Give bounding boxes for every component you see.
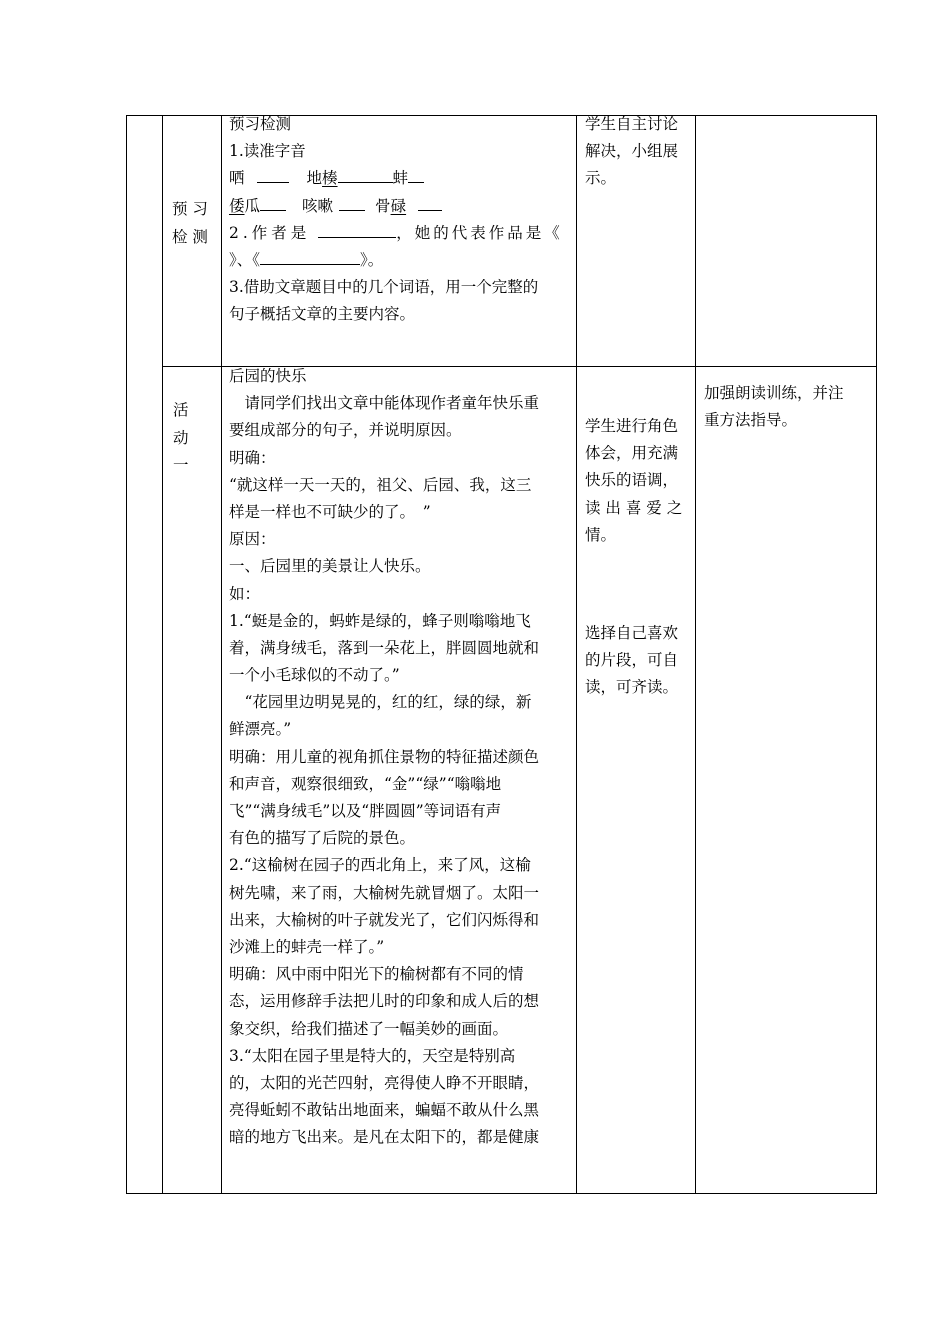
question-3-line: 句子概括文章的主要内容。 bbox=[229, 305, 416, 324]
table-border-right bbox=[876, 115, 877, 1194]
activity-content-line: 2.“这榆树在园子的西北角上，来了风，这榆 bbox=[229, 856, 531, 875]
question-3-line: 3.借助文章题目中的几个词语，用一个完整的 bbox=[229, 278, 539, 297]
activity-content-line: 的，太阳的光芒四射，亮得使人睁不开眼睛， bbox=[229, 1073, 540, 1092]
activity-content-line: 要组成部分的句子，并说明原因。 bbox=[229, 421, 462, 440]
student-activity-line: 快乐的语调， bbox=[585, 471, 679, 490]
question-1-title: 1.读准字音 bbox=[229, 142, 306, 161]
activity-content-line: 明确：用儿童的视角抓住景物的特征描述颜色 bbox=[229, 747, 540, 766]
activity-content-line: 明确： bbox=[229, 448, 276, 467]
table-border-left bbox=[126, 115, 127, 1194]
answer-blank-work bbox=[260, 247, 360, 265]
row-label-line: 检 测 bbox=[172, 227, 208, 246]
activity-content-line: 鲜漂亮。” bbox=[229, 720, 292, 739]
activity-content-line: 原因： bbox=[229, 530, 276, 549]
student-activity-line: 情。 bbox=[585, 525, 617, 544]
pronunciation-row-2 bbox=[229, 193, 571, 220]
teacher-guidance-cell bbox=[704, 380, 874, 434]
student-activity-cell bbox=[585, 620, 693, 702]
char-item: 地 bbox=[306, 169, 323, 188]
activity-content-line: 明确：风中雨中阳光下的榆树都有不同的情 bbox=[229, 965, 524, 984]
row-label-preview-check bbox=[172, 196, 218, 251]
activity-title: 后园的快乐 bbox=[229, 367, 307, 385]
row-label-line: 动 bbox=[173, 428, 189, 447]
answer-blank bbox=[260, 193, 286, 211]
char-item: 骨 bbox=[375, 196, 391, 215]
activity-content-line: 沙滩上的蚌壳一样了。” bbox=[229, 937, 385, 956]
student-activity-line: 选择自己喜欢 bbox=[585, 624, 679, 642]
activity-content-line: 3.“太阳在园子里是特大的，天空是特别高 bbox=[229, 1046, 516, 1065]
answer-blank bbox=[408, 165, 424, 183]
preview-title: 预习检测 bbox=[229, 115, 292, 133]
activity-content-line: 态，运用修辞手法把儿时的印象和成人后的想 bbox=[229, 992, 540, 1011]
student-activity-line: 体会，用充满 bbox=[585, 444, 679, 463]
table-column-divider bbox=[695, 115, 696, 1194]
answer-blank bbox=[257, 165, 289, 183]
question-2-line-1 bbox=[229, 220, 571, 247]
student-activity-cell bbox=[585, 111, 693, 193]
student-activity-line: 示。 bbox=[585, 169, 617, 188]
activity-content-line: 暗的地方飞出来。是凡在太阳下的，都是健康 bbox=[229, 1128, 540, 1147]
student-activity-cell bbox=[585, 413, 693, 549]
char-item-underlined: 楱 bbox=[322, 169, 338, 188]
activity-content-line: “就这样一天一天的，祖父、后园、我，这三 bbox=[229, 475, 532, 494]
student-activity-line: 读 出 喜 爱 之 bbox=[585, 498, 683, 517]
char-item-underlined: 倭 bbox=[229, 196, 245, 215]
student-activity-line: 读，可齐读。 bbox=[585, 678, 679, 697]
activity-content-line: 一、后园里的美景让人快乐。 bbox=[229, 557, 431, 576]
row-label-line: 预 习 bbox=[172, 200, 208, 218]
activity-content-line: 亮得蚯蚓不敢钻出地面来，蝙蝠不敢从什么黑 bbox=[229, 1101, 540, 1120]
row-label-line: 一 bbox=[173, 456, 189, 474]
activity-content-line: 树先啸，来了雨，大榆树先就冒烟了。太阳一 bbox=[229, 883, 540, 902]
preview-content-cell bbox=[229, 111, 571, 329]
activity-content-line: 象交织，给我们描述了一幅美妙的画面。 bbox=[229, 1019, 509, 1038]
table-border-bottom bbox=[126, 1193, 877, 1194]
activity-content-line: 飞”“满身绒毛”以及“胖圆圆”等词语有声 bbox=[229, 802, 502, 820]
answer-blank-author bbox=[318, 220, 396, 238]
question-2-line-2 bbox=[229, 247, 571, 274]
activity-content-line: 请同学们找出文章中能体现作者童年快乐重 bbox=[229, 394, 540, 413]
answer-blank bbox=[339, 193, 365, 211]
activity-content-line: 1.“蜓是金的，蚂蚱是绿的，蜂子则嗡嗡地飞 bbox=[229, 611, 531, 630]
question-2-text: 》、《 bbox=[229, 250, 261, 269]
activity-content-line: 和声音，观察很细致，“金”“绿”“嗡嗡地 bbox=[229, 774, 502, 793]
answer-blank bbox=[338, 165, 393, 183]
question-2-text: ，她的代表作品是《 bbox=[396, 223, 563, 242]
activity-content-line: 有色的描写了后院的景色。 bbox=[229, 829, 416, 848]
teacher-guidance-line: 重方法指导。 bbox=[704, 411, 798, 430]
question-2-text: 》。 bbox=[360, 250, 384, 269]
teacher-guidance-line: 加强朗读训练，并注 bbox=[704, 384, 844, 402]
table-column-divider bbox=[162, 115, 163, 1194]
activity-content-line: 样是一样也不可缺少的了。 ” bbox=[229, 502, 431, 521]
question-2-text: 2.作者是 bbox=[229, 223, 311, 242]
activity-content-line: 一个小毛球似的不动了。” bbox=[229, 666, 400, 685]
student-activity-line: 学生进行角色 bbox=[585, 417, 679, 435]
student-activity-line: 的片段，可自 bbox=[585, 651, 679, 670]
char-item: 咳嗽 bbox=[302, 196, 334, 215]
table-column-divider bbox=[221, 115, 222, 1194]
answer-blank bbox=[418, 193, 442, 211]
char-item-underlined: 碌 bbox=[390, 196, 407, 215]
activity-content-line: “花园里边明晃晃的，红的红，绿的绿，新 bbox=[229, 693, 532, 712]
pronunciation-row-1 bbox=[229, 165, 571, 192]
activity-content-line: 着，满身绒毛，落到一朵花上，胖圆圆地就和 bbox=[229, 638, 540, 657]
char-item: 瓜 bbox=[244, 196, 261, 215]
activity-content-line: 出来，大榆树的叶子就发光了，它们闪烁得和 bbox=[229, 910, 540, 929]
table-column-divider bbox=[576, 115, 577, 1194]
row-label-line: 活 bbox=[173, 401, 189, 419]
activity-content-cell bbox=[229, 363, 571, 1151]
student-activity-line: 解决，小组展 bbox=[585, 142, 679, 161]
row-label-activity-one bbox=[173, 397, 193, 480]
student-activity-line: 学生自主讨论 bbox=[585, 115, 679, 133]
activity-content-line: 如： bbox=[229, 584, 261, 603]
char-item: 哂 bbox=[229, 169, 245, 188]
char-item: 蚌 bbox=[392, 169, 409, 188]
